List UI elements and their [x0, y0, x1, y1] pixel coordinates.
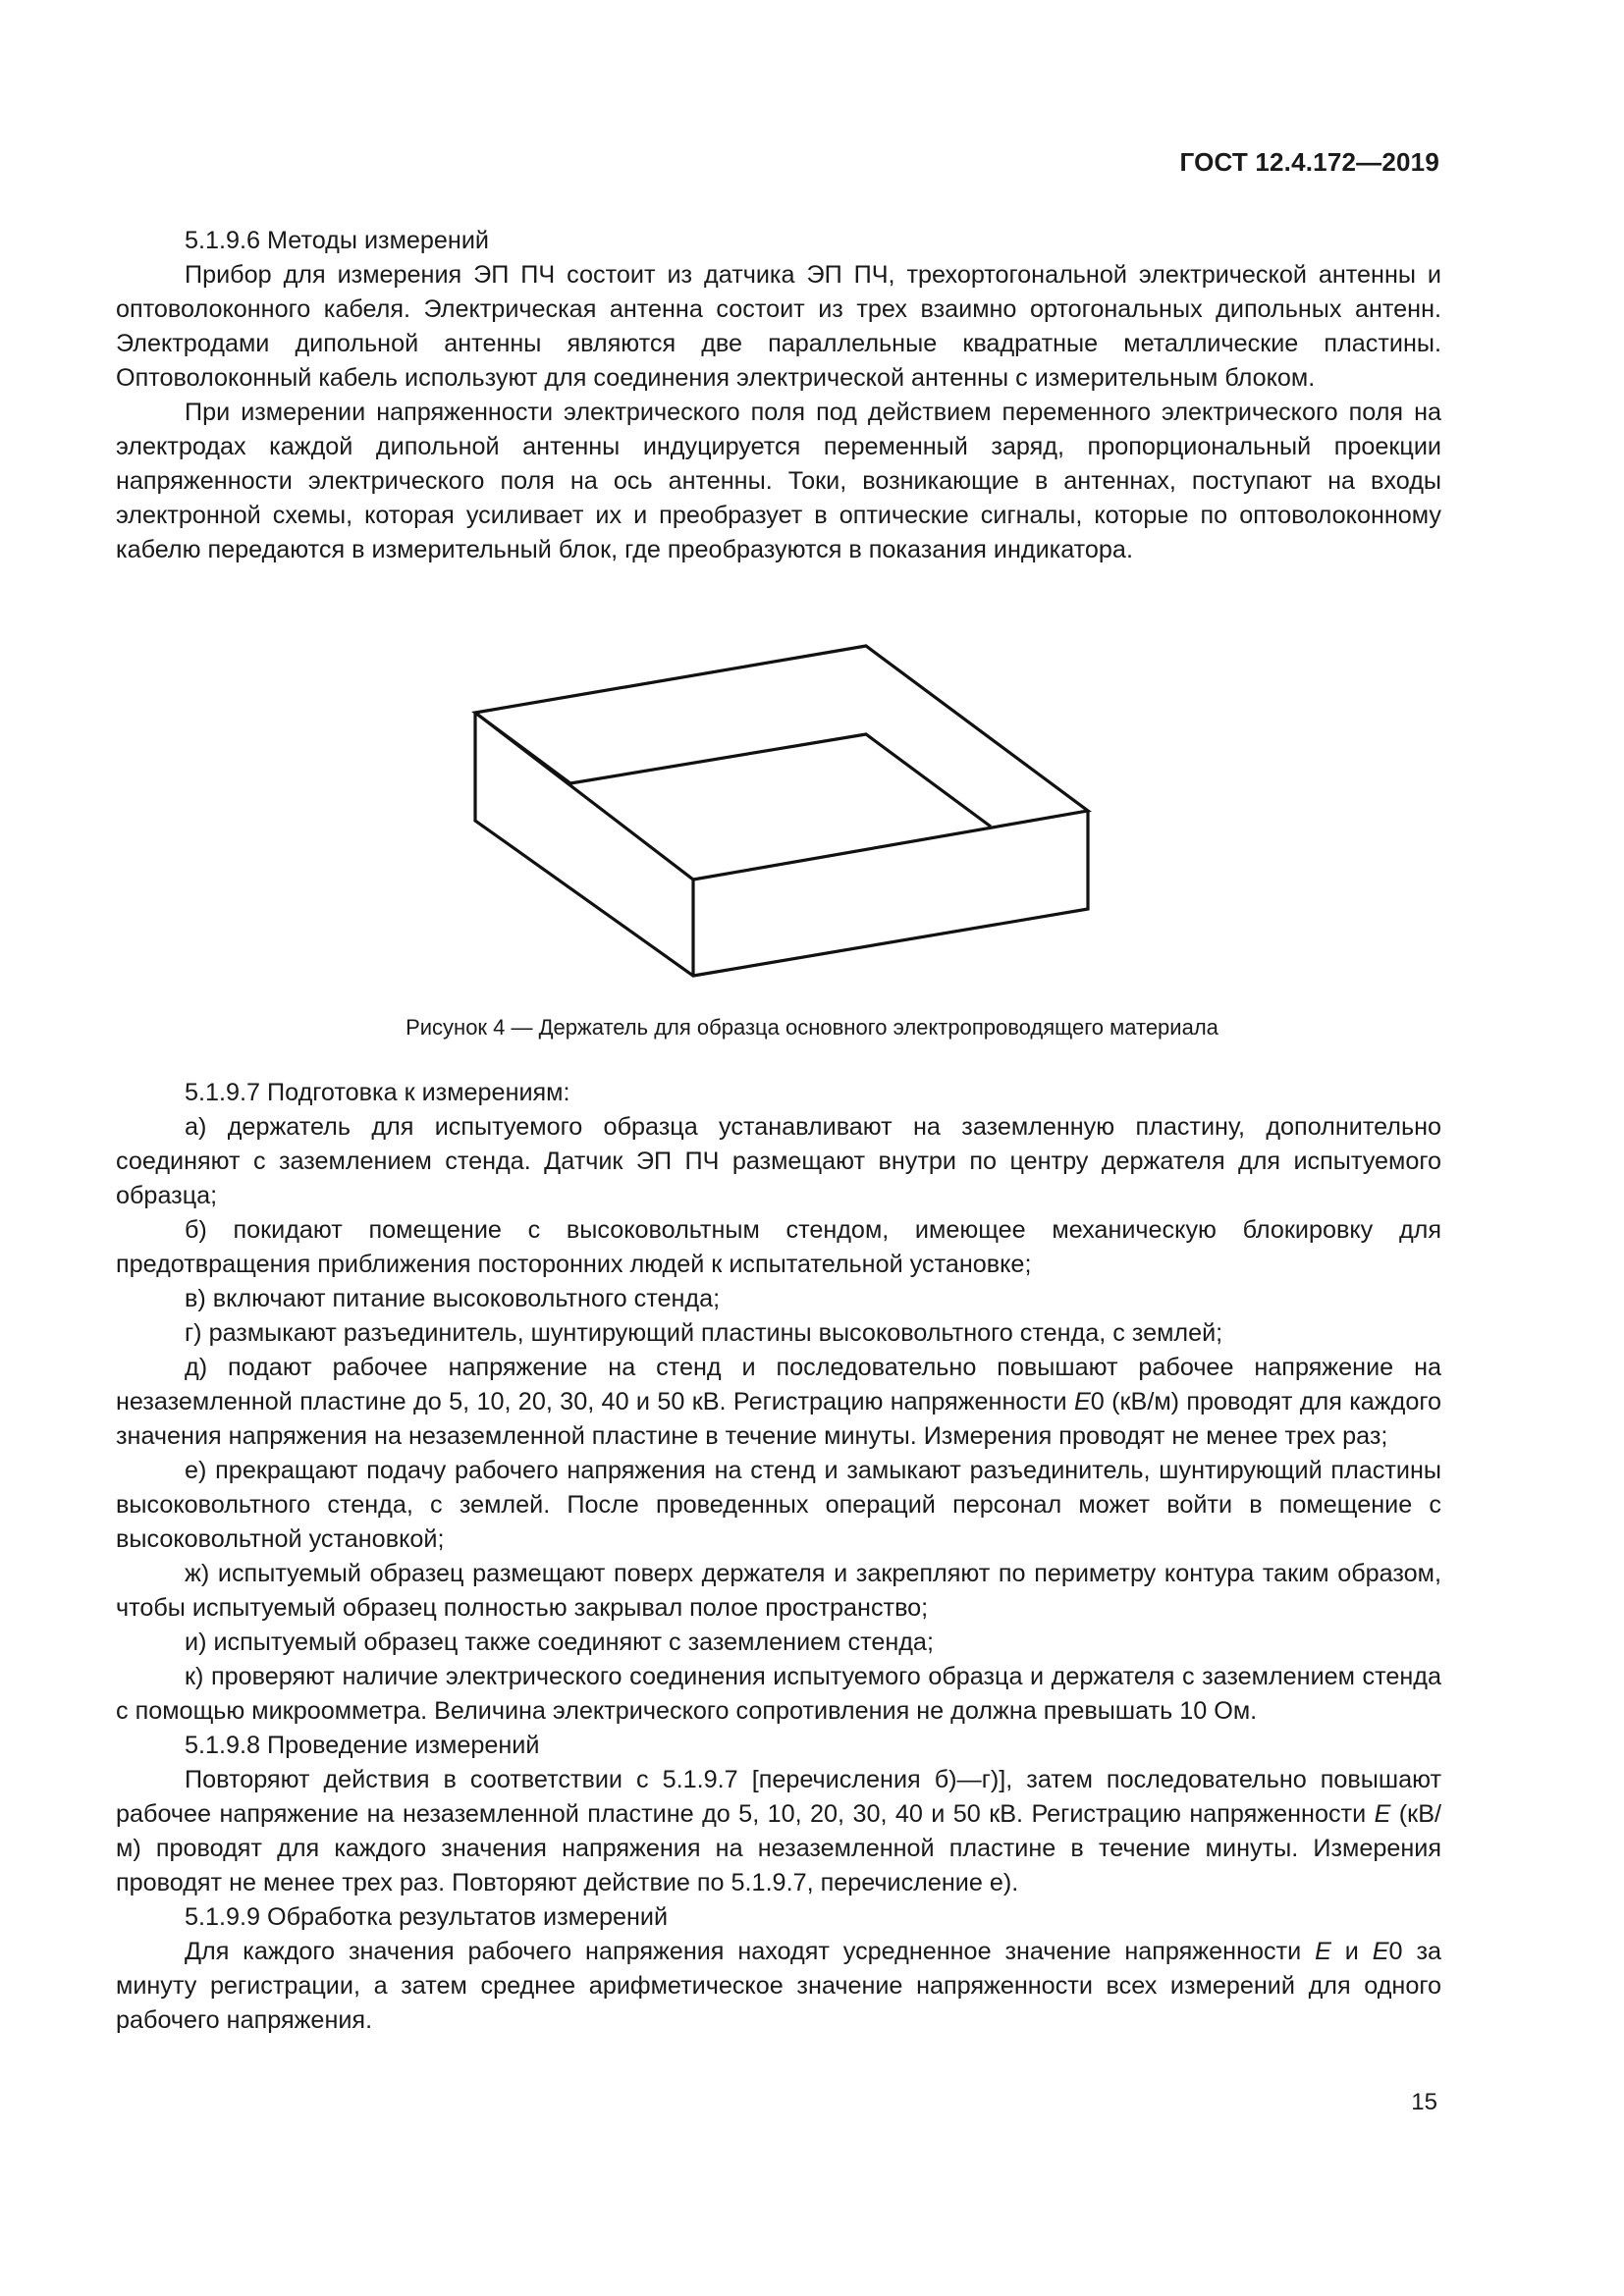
figure-caption: Рисунок 4 — Держатель для образца основного электропроводящего материала	[406, 1015, 1218, 1040]
text-segment: и	[1330, 1938, 1373, 1965]
holder-outer-walls	[475, 713, 1088, 976]
list-item: б) покидают помещение с высоковольтным стендом, имеющее механическую блокировку для предотвращения приближения посторонних людей к испытательной установке;	[116, 1216, 1441, 1278]
variable-e: E	[1315, 1938, 1331, 1965]
list-item: в) включают питание высоковольтного стенда;	[185, 1285, 721, 1312]
figure-4	[0, 628, 1624, 982]
holder-inner-left-edge	[475, 713, 570, 783]
text-segment: (кВ/м) проводят для каждого значения напряжения на незаземленной пластине в течение минуты. Измерения проводят не менее трех раз. Повторяют действие по 5.1.9.7, перечисление е).	[116, 1800, 1441, 1896]
sample-holder-drawing	[0, 628, 1624, 982]
section-heading: 5.1.9.6 Методы измерений	[185, 227, 489, 254]
text-segment: Для каждого значения рабочего напряжения находят усредненное значение напряженности	[185, 1938, 1316, 1965]
paragraph	[116, 1763, 1441, 1900]
variable-e: E	[1374, 1800, 1391, 1828]
list-item: г) размыкают разъединитель, шунтирующий пластины высоковольтного стенда, с землей;	[185, 1319, 1223, 1347]
text-segment: 0 за минуту регистрации, а затем среднее арифметическое значение напряженности всех измерений для одного рабочего напряжения.	[116, 1938, 1441, 2034]
sections-5-1-9-7-to-9	[116, 1076, 1441, 2038]
section-5-1-9-6	[116, 224, 1441, 567]
list-item: а) держатель для испытуемого образца устанавливают на заземленную пластину, дополнительно соединяют с заземлением стенда. Датчик ЭП ПЧ размещают внутри по центру держателя для испытуемого образца;	[116, 1113, 1441, 1209]
variable-e: E	[1372, 1938, 1389, 1965]
document-code: ГОСТ 12.4.172—2019	[1179, 147, 1439, 177]
list-item: и) испытуемый образец также соединяют с заземлением стенда;	[185, 1629, 934, 1656]
section-heading: 5.1.9.8 Проведение измерений	[185, 1732, 540, 1759]
section-heading: 5.1.9.7 Подготовка к измерениям:	[185, 1079, 570, 1106]
list-item-d	[116, 1351, 1441, 1454]
holder-top-outer-edge	[475, 646, 1088, 880]
text-segment: 0 (кВ/м) проводят для каждого значения напряжения на незаземленной пластине в течение минуты. Измерения проводят не менее трех раз;	[116, 1388, 1441, 1450]
section-heading: 5.1.9.9 Обработка результатов измерений	[185, 1903, 669, 1931]
text-segment: Повторяют действия в соответствии с 5.1.9.7 [перечисления б)—г)], затем последовательно повышают рабочее напряжение на незаземленной пластине до 5, 10, 20, 30, 40 и 50 кВ. Регистрацию напряженности	[116, 1766, 1441, 1828]
paragraph	[116, 1935, 1441, 2038]
holder-inner-edges	[570, 734, 991, 827]
list-item: к) проверяют наличие электрического соединения испытуемого образца и держателя с заземлением стенда с помощью микроомметра. Величина электрического сопротивления не должна превышать 10 Ом.	[116, 1663, 1441, 1725]
text-segment: д) подают рабочее напряжение на стенд и последовательно повышают рабочее напряжение на незаземленной пластине до 5, 10, 20, 30, 40 и 50 кВ. Регистрацию напряженности	[116, 1354, 1441, 1415]
paragraph: При измерении напряженности электрического поля под действием переменного электрического поля на электродах каждой дипольной антенны индуцируется переменный заряд, пропорциональный проекции напряженности электрического поля на ось антенны. Токи, возникающие в антеннах, поступают на входы электронной схемы, которая усиливает их и преобразует в оптические сигналы, которые по оптоволоконному кабелю передаются в измерительный блок, где преобразуются в показания индикатора.	[116, 399, 1441, 563]
list-item: е) прекращают подачу рабочего напряжения на стенд и замыкают разъединитель, шунтирующий пластины высоковольтного стенда, с землей. После проведенных операций персонал может войти в помещение с высоковольтной установкой;	[116, 1457, 1441, 1553]
page-number: 15	[1411, 2089, 1437, 2115]
list-item: ж) испытуемый образец размещают поверх держателя и закрепляют по периметру контура таким образом, чтобы испытуемый образец полностью закрывал полое пространство;	[116, 1560, 1441, 1622]
paragraph: Прибор для измерения ЭП ПЧ состоит из датчика ЭП ПЧ, трехортогональной электрической антенны и оптоволоконного кабеля. Электрическая антенна состоит из трех взаимно ортогональных дипольных антенн. Электродами дипольной антенны являются две параллельные квадратные металлические пластины. Оптоволоконный кабель используют для соединения электрической антенны с измерительным блоком.	[116, 261, 1441, 392]
variable-e: E	[1073, 1388, 1091, 1415]
